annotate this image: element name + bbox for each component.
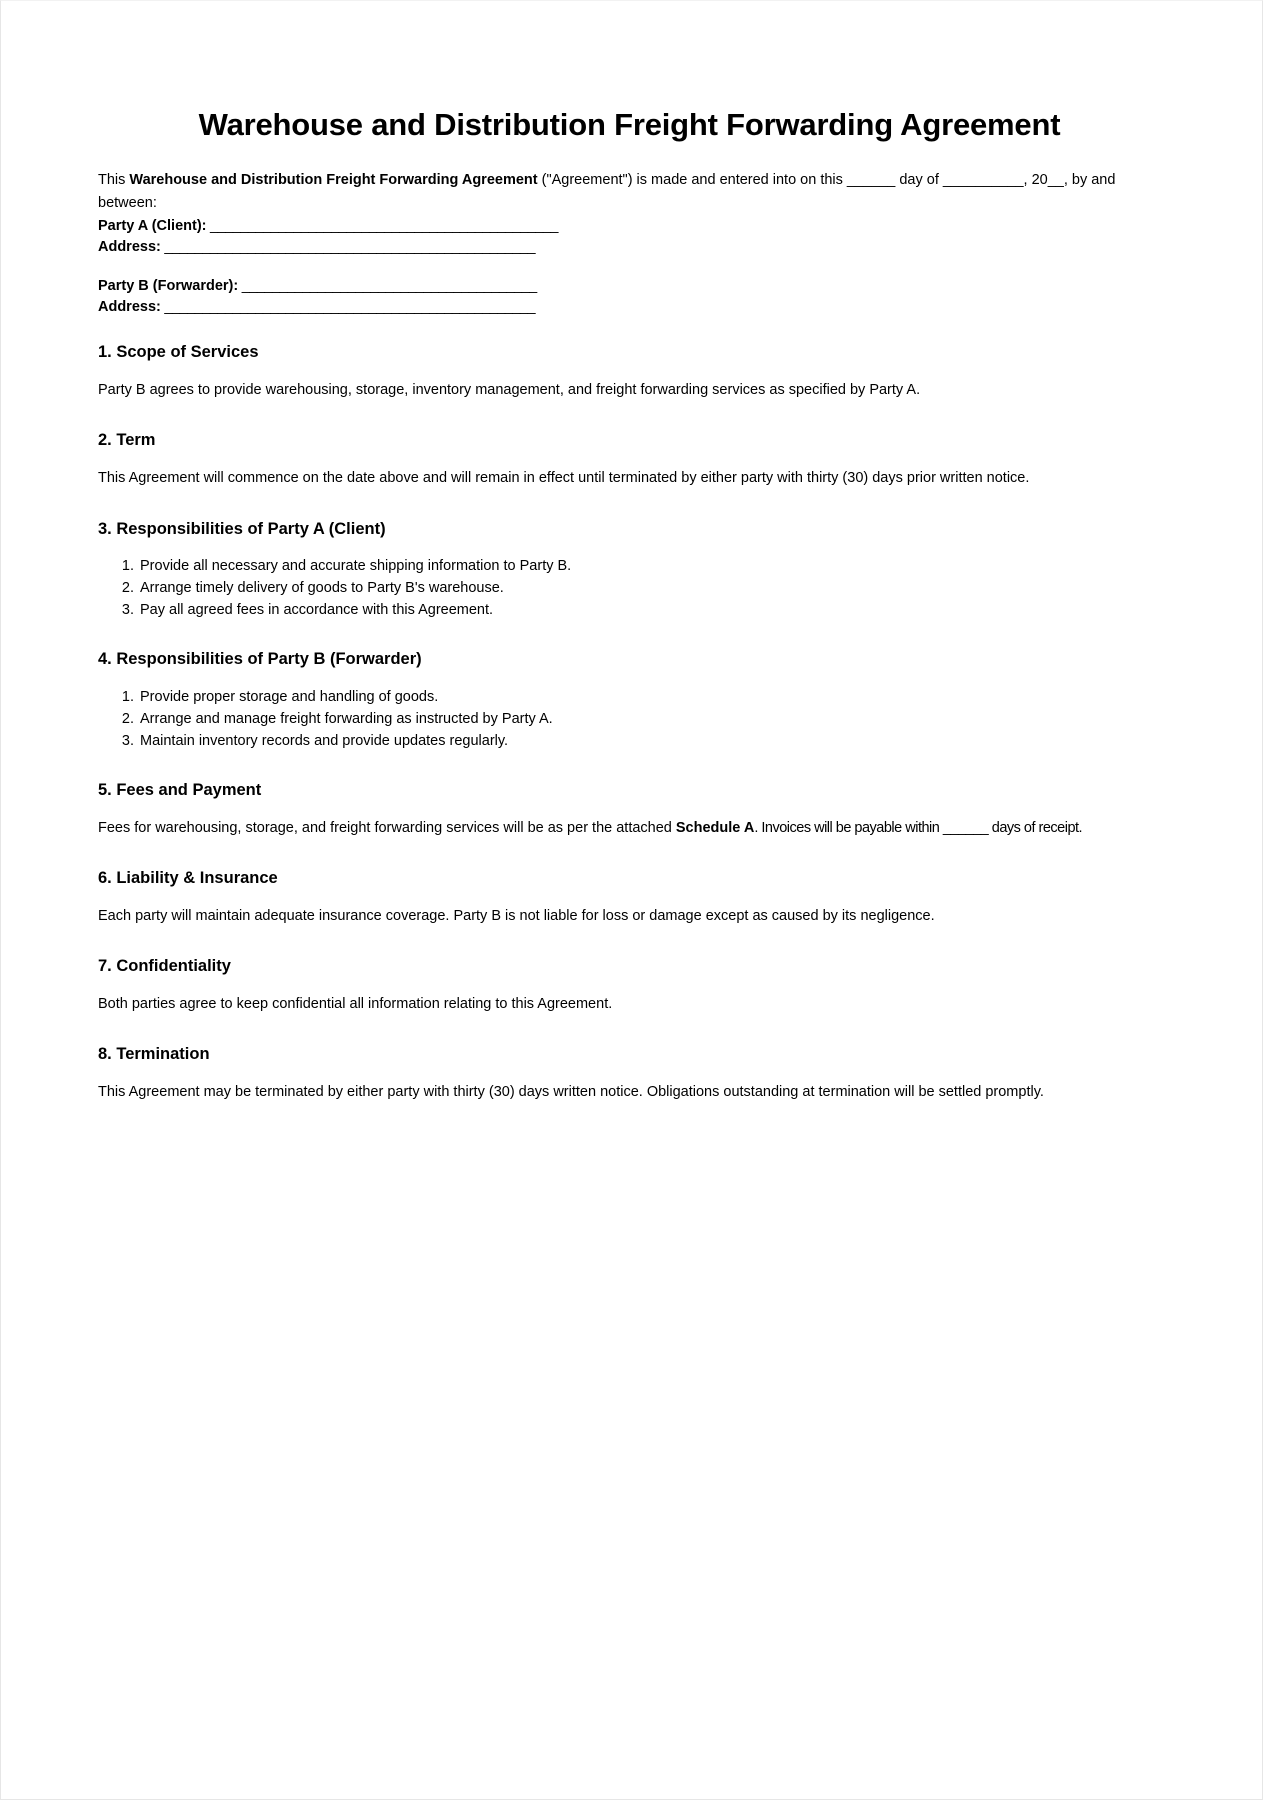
section-heading: 2. Term [98, 431, 156, 450]
section-heading: 5. Fees and Payment [98, 780, 262, 799]
section-term [98, 430, 1161, 490]
party-a-address-label: Address: [98, 238, 161, 255]
party-a-address-blank[interactable]: _________________________________________________ [160, 238, 536, 255]
list-item: 3. Maintain inventory records and provide updates regularly. [138, 730, 1161, 752]
section-body: This Agreement may be terminated by either party with thirty (30) days written notice. Obligations outstanding at termination will be settled promptly. [98, 1083, 1044, 1100]
section-body [98, 817, 1161, 840]
section-confidentiality [98, 956, 1161, 1016]
schedule-a-reference: Schedule A [675, 819, 755, 836]
document-content [98, 169, 1161, 1104]
section-responsibilities-party-a [98, 519, 1161, 622]
party-a-group [98, 216, 1161, 257]
section-body: This Agreement will commence on the date above and will remain in effect until terminated by either party with thirty (30) days prior written notice. [98, 470, 1030, 487]
section-heading: 3. Responsibilities of Party A (Client) [98, 519, 386, 538]
party-b-name-blank[interactable]: _______________________________________ [238, 278, 537, 295]
list-item: 1. Provide proper storage and handling of goods. [138, 686, 1161, 708]
section-heading: 7. Confidentiality [98, 957, 231, 976]
section-fees-and-payment [98, 780, 1161, 840]
party-b-address-label: Address: [98, 298, 161, 315]
responsibilities-party-a-list [98, 555, 1161, 621]
party-a-name-line [98, 216, 1161, 237]
list-item: 2. Arrange and manage freight forwarding as instructed by Party A. [138, 708, 1161, 730]
section-liability-and-insurance [98, 868, 1161, 928]
party-a-name-label: Party A (Client): [98, 217, 207, 234]
section-body: Party B agrees to provide warehousing, storage, inventory management, and freight forwarding services as specified by Party A. [98, 381, 921, 398]
party-b-name-label: Party B (Forwarder): [98, 278, 239, 295]
list-item: 2. Arrange timely delivery of goods to Party B's warehouse. [138, 577, 1161, 599]
section-heading: 8. Termination [98, 1045, 210, 1064]
party-b-address-line [98, 297, 1161, 318]
intro-agreement-title: Warehouse and Distribution Freight Forwarding Agreement [129, 172, 538, 188]
section-body: Each party will maintain adequate insurance coverage. Party B is not liable for loss or damage except as caused by its negligence. [98, 907, 935, 924]
fees-body-after: . Invoices will be payable within ______ days of receipt. [754, 819, 1083, 836]
list-item: 1. Provide all necessary and accurate shipping information to Party B. [138, 555, 1161, 577]
party-a-name-blank[interactable]: ______________________________________________ [206, 217, 558, 234]
page-title: Warehouse and Distribution Freight Forwarding Agreement [198, 107, 1061, 142]
section-responsibilities-party-b [98, 649, 1161, 752]
responsibilities-party-b-list [98, 686, 1161, 752]
list-item: 3. Pay all agreed fees in accordance with this Agreement. [138, 599, 1161, 621]
party-a-address-line [98, 237, 1161, 258]
fees-body-before: Fees for warehousing, storage, and freight forwarding services will be as per the attached [98, 819, 676, 836]
parties-block [98, 216, 1161, 317]
section-heading: 1. Scope of Services [98, 343, 259, 362]
section-heading: 4. Responsibilities of Party B (Forwarder) [98, 650, 422, 669]
party-b-group [98, 276, 1161, 317]
section-termination [98, 1044, 1161, 1104]
party-b-name-line [98, 276, 1161, 297]
intro-rest: ("Agreement") is made and entered into on this ______ day of __________, 20__, by and between: [98, 172, 1116, 212]
section-body: Both parties agree to keep confidential all information relating to this Agreement. [98, 995, 613, 1012]
party-b-address-blank[interactable]: _________________________________________________ [160, 298, 536, 315]
intro-paragraph [98, 169, 1161, 216]
intro-lead: This [98, 172, 130, 188]
section-scope-of-services [98, 342, 1161, 402]
section-heading: 6. Liability & Insurance [98, 869, 278, 888]
